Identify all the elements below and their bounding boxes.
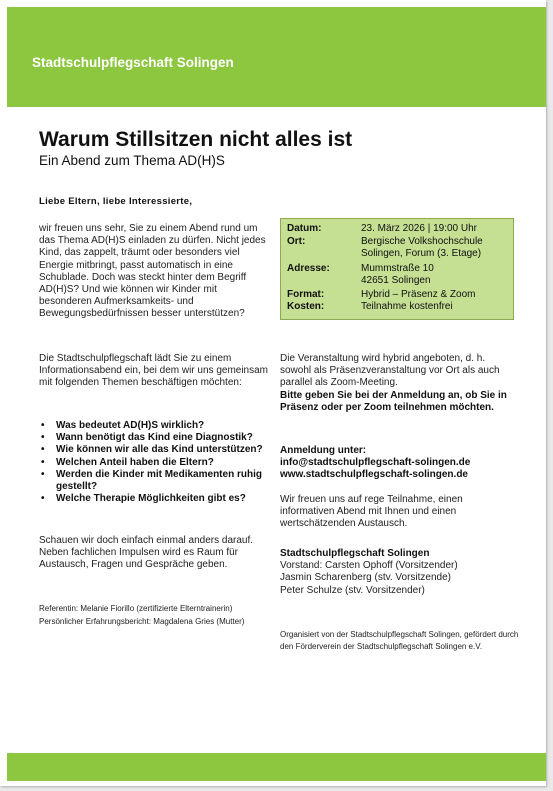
topic-item: • Werden die Kinder mit Medikamenten ruhig gestellt? [39, 469, 279, 493]
hybrid-registration-note: Bitte geben Sie bei der Anmeldung an, ob Sie in Präsenz oder per Zoom teilnehmen möchten. [280, 390, 507, 414]
topic-item: • Welchen Anteil haben die Eltern? [39, 457, 279, 469]
registration-block [280, 445, 520, 482]
date-value: 23. März 2026 | 19:00 Uhr [361, 223, 477, 234]
cost-label: Kosten: [287, 301, 325, 312]
closing-paragraph: Schauen wir doch einfach einmal anders darauf. Neben fachlichen Impulsen wird es Raum für Austausch, Fragen und Gespräche geben. [39, 535, 254, 571]
invitation-paragraph: Die Stadtschulpflegschaft lädt Sie zu einem Informationsabend ein, bei dem wir uns gemeinsam mit folgenden Themen beschäftigen möchten: [39, 353, 269, 389]
address-line1: Mummstraße 10 [361, 263, 434, 274]
organizer-note: Organisiert von der Stadtschulpflegschaft Solingen, gefördert durch den Förderverein der Stadtschulpflegschaft Solingen e.V. [280, 630, 519, 652]
credits [39, 603, 289, 628]
address-label: Adresse: [287, 263, 330, 274]
topic-item: • Wann benötigt das Kind eine Diagnostik? [39, 432, 279, 444]
registration-email-link[interactable]: info@stadtschulpflegschaft-solingen.de [280, 457, 471, 469]
subheadline: Ein Abend zum Thema AD(H)S [39, 153, 225, 168]
speaker-credit: Referentin: Melanie Fiorillo (zertifizierte Elterntrainerin) [39, 604, 233, 613]
footer-band [7, 753, 546, 781]
place-label: Ort: [287, 236, 306, 247]
hybrid-paragraph: Die Veranstaltung wird hybrid angeboten, d. h. sowohl als Präsenzveranstaltung vor Ort als auch parallel als Zoom-Meeting. [280, 353, 500, 389]
address-line2: 42651 Solingen [361, 275, 431, 286]
event-info-box [280, 218, 514, 320]
topics-list [39, 420, 279, 505]
headline: Warum Stillsitzen nicht alles ist [39, 128, 353, 151]
signature-board-2: Jasmin Scharenberg (stv. Vorsitzende) [280, 572, 452, 584]
date-label: Datum: [287, 223, 322, 234]
topic-item: • Wie können wir alle das Kind unterstützen? [39, 444, 279, 456]
place-line2: Solingen, Forum (3. Etage) [361, 248, 482, 259]
signature-org: Stadtschulpflegschaft Solingen [280, 548, 430, 559]
topic-item: • Welche Therapie Möglichkeiten gibt es? [39, 493, 279, 505]
signature-board-1: Vorstand: Carsten Ophoff (Vorsitzender) [280, 560, 458, 572]
signature-board-3: Peter Schulze (stv. Vorsitzender) [280, 584, 425, 596]
registration-website-link[interactable]: www.stadtschulpflegschaft-solingen.de [280, 469, 468, 481]
intro-paragraph: wir freuen uns sehr, Sie zu einem Abend rund um das Thema AD(H)S einladen zu dürfen. Nicht jedes Kind, das zappelt, träumt oder besonders viel Energie mitbringt, passt automatisch in eine Schublade. Doch was steckt hinter dem Begriff AD(H)S? Und wie können wir Kinder mit besonderen Aufmerksamkeits- und Bewegungsbedürfnissen besser unterstützen? [39, 223, 266, 320]
format-label: Format: [287, 289, 325, 300]
looking-forward-paragraph: Wir freuen uns auf rege Teilnahme, einen informativen Abend mit Ihnen und einen wertschätzenden Austausch. [280, 494, 463, 530]
greeting: Liebe Eltern, liebe Interessierte, [39, 196, 193, 207]
place-line1: Bergische Volkshochschule [361, 236, 483, 247]
cost-value: Teilnahme kostenfrei [361, 301, 453, 312]
format-value: Hybrid – Präsenz & Zoom [361, 289, 476, 300]
org-title: Stadtschulpflegschaft Solingen [32, 55, 234, 70]
signature-block [280, 548, 520, 597]
experience-credit: Persönlicher Erfahrungsbericht: Magdalena Gries (Mutter) [39, 616, 245, 626]
registration-label: Anmeldung unter: [280, 445, 367, 456]
topic-item: • Was bedeutet AD(H)S wirklich? [39, 420, 279, 432]
